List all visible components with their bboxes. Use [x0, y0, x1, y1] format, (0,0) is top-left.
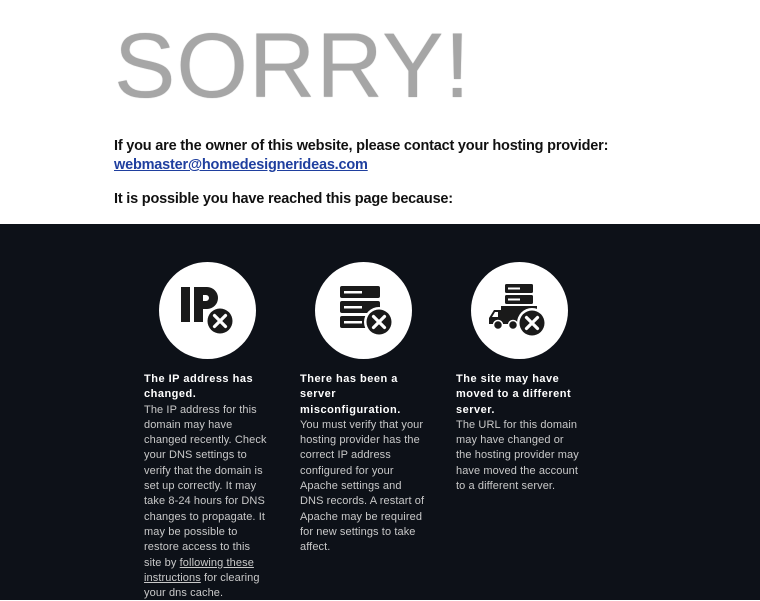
- top-section: [0, 0, 760, 224]
- reason-title: There has been a server misconfiguration.: [300, 373, 401, 416]
- contact-email-link[interactable]: webmaster@homedesignerideas.com: [114, 157, 368, 173]
- ip-x-icon: [159, 262, 256, 359]
- reason-body: The URL for this domain may have changed or the hosting provider may have moved the account to a different server.: [456, 418, 579, 493]
- owner-message: If you are the owner of this website, please contact your hosting provider:: [114, 138, 609, 154]
- dns-instructions-link[interactable]: following these instructions: [144, 556, 254, 584]
- reason-title: The IP address has changed.: [144, 373, 254, 401]
- reason-title: The site may have moved to a different server.: [456, 373, 572, 416]
- reason-body: You must verify that your hosting provider has the correct IP address configured for your Apache settings and DNS records. A restart of Apache may be required for new settings to take affect.: [300, 418, 425, 554]
- reason-body: The IP address for this domain may have changed recently. Check your DNS settings to verify that the domain is set up correctly. It may take 8-24 hours for DNS changes to propagate. It may be possible to restore access to this site by following these instructions for clearing your dns cache.: [144, 403, 267, 600]
- reasons-intro: It is possible you have reached this page because:: [114, 191, 453, 207]
- truck-x-icon: [471, 262, 568, 359]
- reasons-section: [0, 224, 760, 600]
- server-x-icon: [315, 262, 412, 359]
- page-title: SORRY!: [114, 15, 472, 117]
